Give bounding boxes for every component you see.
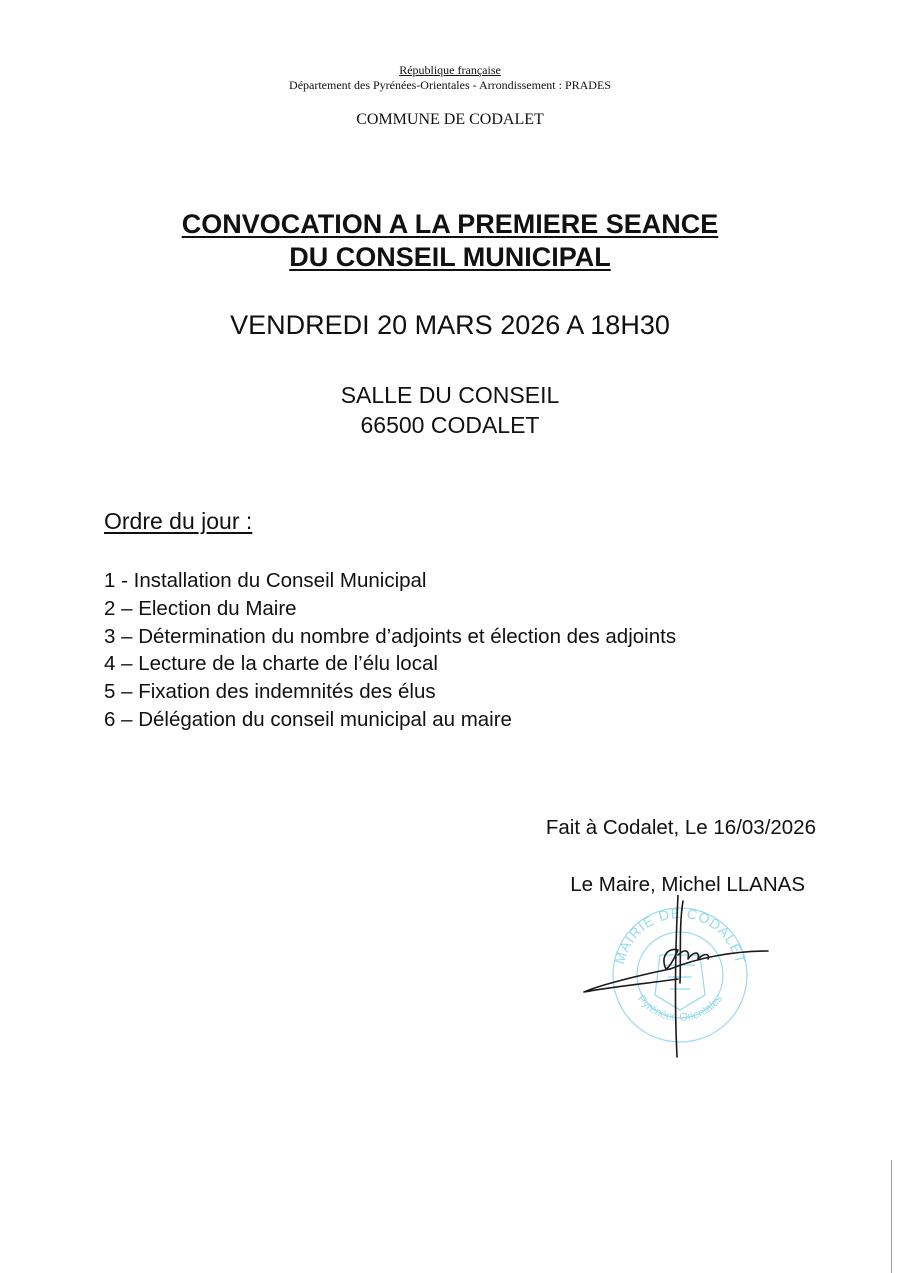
- location-line-2: 66500 CODALET: [360, 412, 540, 438]
- header-departement: Département des Pyrénées-Orientales - Arrondissement : PRADES: [289, 78, 611, 92]
- official-stamp-seal: [570, 895, 780, 1065]
- agenda-item: 4 – Lecture de la charte de l’élu local: [104, 652, 438, 676]
- meeting-date: VENDREDI 20 MARS 2026 A 18H30: [230, 310, 670, 340]
- agenda-item: 2 – Election du Maire: [104, 596, 297, 620]
- agenda-item: 6 – Délégation du conseil municipal au maire: [104, 707, 512, 731]
- scan-edge-line: [891, 1160, 892, 1273]
- stamp-and-signature: [570, 895, 780, 1065]
- agenda-title: Ordre du jour :: [104, 508, 253, 534]
- meeting-location: [0, 380, 900, 440]
- signature-date-place: Fait à Codalet, Le 16/03/2026: [545, 816, 816, 839]
- header-commune: COMMUNE DE CODALET: [356, 111, 544, 128]
- agenda-item: 1 - Installation du Conseil Municipal: [104, 569, 427, 592]
- title-line-2: DU CONSEIL MUNICIPAL: [289, 242, 611, 272]
- agenda-list: [104, 567, 676, 734]
- title-line-1: CONVOCATION A LA PREMIERE SEANCE: [181, 209, 719, 239]
- location-line-1: SALLE DU CONSEIL: [340, 382, 560, 408]
- header-republique: République française: [399, 63, 501, 77]
- svg-text:MAIRIE DE CODALET: MAIRIE DE CODALET: [611, 904, 749, 966]
- svg-text:Pyrénées Orientales: Pyrénées Orientales: [634, 992, 726, 1024]
- agenda-item: 3 – Détermination du nombre d’adjoints et élection des adjoints: [104, 624, 677, 648]
- agenda-item: 5 – Fixation des indemnités des élus: [104, 680, 436, 704]
- signature-mayor-name: Le Maire, Michel LLANAS: [570, 873, 805, 896]
- document-title: [0, 208, 900, 274]
